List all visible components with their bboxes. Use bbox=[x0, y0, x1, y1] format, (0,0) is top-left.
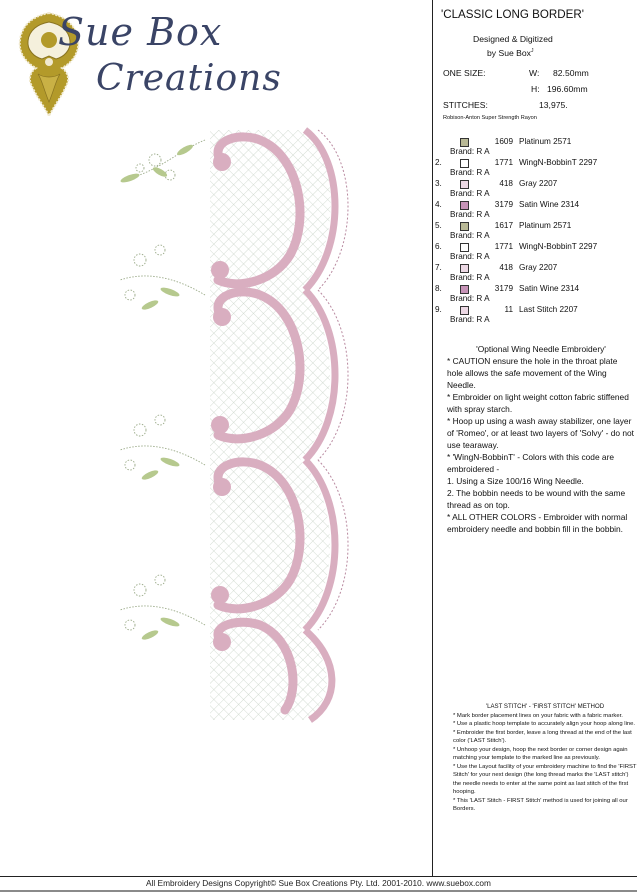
wing-needle-notes bbox=[447, 343, 635, 535]
thread-row: 6. 1771 WingN-BobbinT 2297 Brand: R A bbox=[435, 242, 598, 261]
color-swatch bbox=[460, 243, 469, 252]
thread-row: 4. 3179 Satin Wine 2314 Brand: R A bbox=[435, 200, 580, 219]
embroidery-design-preview bbox=[100, 120, 360, 730]
designed-by-line-2: by Sue Box$^J$ bbox=[487, 48, 534, 58]
notes-line: 1. Using a Size 100/16 Wing Needle. bbox=[447, 476, 584, 486]
color-swatch bbox=[460, 159, 469, 168]
notes-heading: 'Optional Wing Needle Embroidery' bbox=[476, 344, 606, 354]
thread-row: 8. 3179 Satin Wine 2314 Brand: R A bbox=[435, 284, 580, 303]
stitches-label: STITCHES: bbox=[443, 100, 488, 110]
method-line: * Unhoop your design, hoop the next border or corner design again matching your template to the marked line as previously. bbox=[453, 746, 628, 761]
method-line: * Use the Layout facility of your embroidery machine to find the 'FIRST Stitch' for your next design (the long thread marks the 'LAST stitch') the needle needs to enter at the same point as last stitch of the first hooping. bbox=[453, 763, 637, 795]
designed-by-line-1: Designed & Digitized bbox=[473, 34, 553, 44]
copyright-footer: All Embroidery Designs Copyright© Sue Box Creations Pty. Ltd. 2001-2010. www.suebox.com bbox=[146, 878, 491, 888]
height-value: 196.60mm bbox=[547, 84, 588, 94]
footer-rule bbox=[0, 876, 637, 877]
color-swatch bbox=[460, 264, 469, 273]
color-swatch bbox=[460, 285, 469, 294]
color-swatch bbox=[460, 201, 469, 210]
column-divider bbox=[432, 0, 433, 877]
logo-line-2: Creations bbox=[96, 58, 282, 99]
notes-line: * Embroider on light weight cotton fabric stiffened with spray starch. bbox=[447, 392, 629, 414]
method-heading: 'LAST STITCH' - 'FIRST STITCH' METHOD bbox=[485, 703, 605, 710]
color-swatch bbox=[460, 138, 469, 147]
stitches-value: 13,975. bbox=[539, 100, 568, 110]
thread-row: 9. 11 Last Stitch 2207 Brand: R A bbox=[435, 305, 578, 324]
color-swatch bbox=[460, 222, 469, 231]
bottom-rule bbox=[0, 890, 637, 892]
width-value: 82.50mm bbox=[553, 68, 589, 78]
method-line: * Mark border placement lines on your fabric with a fabric marker. bbox=[453, 712, 623, 719]
notes-line: * CAUTION ensure the hole in the throat plate hole allows the safe movement of the Wing Needle. bbox=[447, 356, 618, 390]
thread-row: 5. 1617 Platinum 2571 Brand: R A bbox=[435, 221, 572, 240]
thread-brand-note: Robison-Anton Super Strength Rayon bbox=[443, 115, 537, 121]
one-size-label: ONE SIZE: bbox=[443, 68, 486, 78]
thread-row: 1609 Platinum 2571 Brand: R A bbox=[450, 137, 572, 156]
color-swatch bbox=[460, 306, 469, 315]
width-label: W: bbox=[529, 68, 540, 78]
height-label: H: bbox=[531, 84, 540, 94]
notes-line: * 'WingN-BobbinT' - Colors with this code are embroidered - bbox=[447, 452, 615, 474]
method-line: * This 'LAST Stitch - FIRST Stitch' method is used for joining all our Borders. bbox=[453, 797, 628, 812]
thread-row: 3. 418 Gray 2207 Brand: R A bbox=[435, 179, 558, 198]
last-stitch-method bbox=[453, 703, 637, 814]
color-swatch bbox=[460, 180, 469, 189]
logo bbox=[0, 0, 282, 125]
thread-row: 7. 418 Gray 2207 Brand: R A bbox=[435, 263, 558, 282]
method-line: * Embroider the first border, leave a long thread at the end of the last color ('LAST Stitch'). bbox=[453, 729, 632, 744]
design-title: 'CLASSIC LONG BORDER' bbox=[441, 8, 584, 21]
thread-row: 2. 1771 WingN-BobbinT 2297 Brand: R A bbox=[435, 158, 598, 177]
notes-line: * Hoop up using a wash away stabilizer, one layer of 'Romeo', or at least two layers of 'Solvy' - do not use tearaway. bbox=[447, 416, 635, 450]
method-line: * Use a plastic hoop template to accurately align your hoop along line. bbox=[453, 721, 636, 727]
notes-line: * ALL OTHER COLORS - Embroider with normal embroidery needle and bobbin fill in the bobbin. bbox=[447, 512, 628, 534]
border-embroidery-icon bbox=[100, 120, 360, 730]
notes-line: 2. The bobbin needs to be wound with the same thread as on top. bbox=[447, 488, 626, 510]
logo-line-1: Sue Box bbox=[58, 10, 223, 54]
